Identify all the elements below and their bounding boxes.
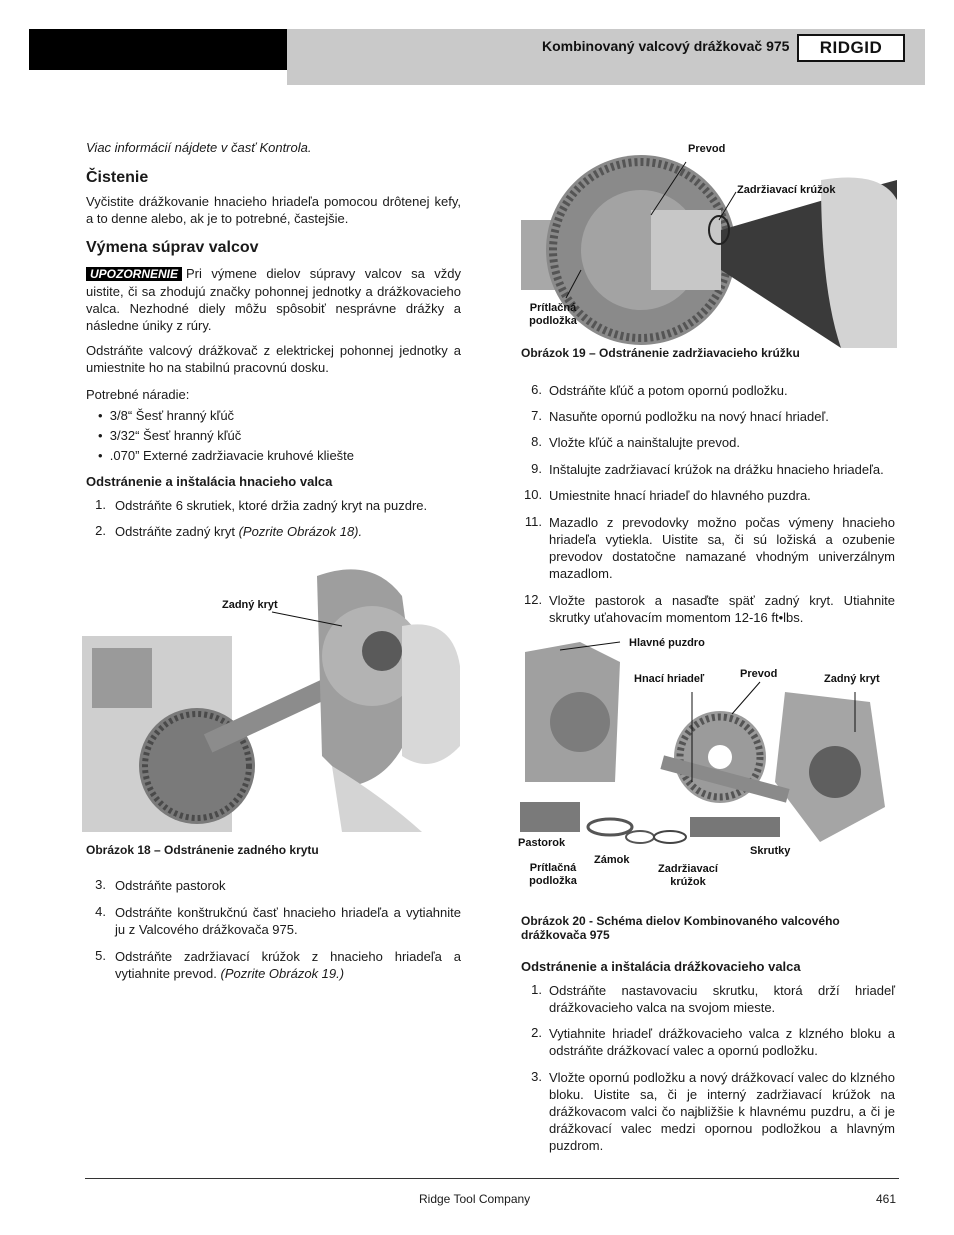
warning-paragraph [86, 265, 461, 334]
figure-20-photo [520, 632, 898, 872]
step-number: 10. [524, 487, 543, 502]
tool-item: • .070” Externé zadržiavacie kruhové kliešte [98, 448, 355, 463]
step-text: Odstráňte zadný kryt (Pozrite Obrázok 18). [115, 524, 363, 539]
fig20-label-screws: Skrutky [750, 845, 791, 857]
fig19-label-ring: Zadržiavací krúžok [737, 184, 836, 196]
step-text: Vložte opornú podložku a nový drážkovací valec do klzného bloku. Uistite sa, či je interný zadržiavací krúžok na drážkovacom valci čo najbližšie k hlavnému puzdru, a či je drážkovací valec medzi opornou podložkou a hlavným puzdrom. [549, 1070, 895, 1153]
step-number: 7. [531, 408, 542, 423]
step-number: 12. [524, 592, 543, 607]
fig20-label-lock: Zámok [594, 854, 630, 866]
tool-item: • 3/32“ Šesť hranný kľúč [98, 428, 242, 443]
step-number: 1. [95, 497, 106, 512]
step-text: Inštalujte zadržiavací krúžok na drážku hnacieho hriadeľa. [549, 462, 884, 477]
tools-label: Potrebné náradie: [86, 387, 190, 402]
fig20-label-housing: Hlavné puzdro [629, 637, 705, 649]
step-text: Odstráňte 6 skrutiek, ktoré držia zadný kryt na puzdre. [115, 498, 428, 513]
step-number: 1. [531, 982, 542, 997]
step-text: Odstráňte zadržiavací krúžok z hnacieho hriadeľa a vytiahnite prevod. (Pozrite Obrázok 19.) [115, 949, 461, 981]
step-number: 3. [95, 877, 106, 892]
tools-list [98, 406, 354, 466]
step-number: 4. [95, 904, 106, 919]
step-text: Umiestnite hnací hriadeľ do hlavného puzdra. [549, 488, 811, 503]
fig19-label-gear: Prevod [688, 143, 726, 155]
figure-19-caption: Obrázok 19 – Odstránenie zadržiavacieho krúžku [521, 346, 800, 360]
step-text: Vložte pastorok a nasaďte späť zadný kryt. Utiahnite skrutky uťahovacím momentom 12-16 ft•lbs. [549, 593, 895, 625]
footer-divider [85, 1178, 899, 1179]
step-text: Vytiahnite hriadeľ drážkovacieho valca z klzného bloku a odstráňte drážkovací valec a opornú podložku. [549, 1026, 895, 1058]
fig20-label-gear: Prevod [740, 668, 778, 680]
step-text: Odstráňte konštrukčnú časť hnacieho hriadeľa a vytiahnite ju z Valcového drážkovača 975. [115, 905, 461, 937]
cleaning-heading: Čistenie [86, 169, 149, 186]
page-number: 461 [876, 1192, 897, 1206]
header-black-bar [29, 29, 287, 70]
drive-heading: Odstránenie a inštalácia hnacieho valca [86, 474, 333, 489]
step-number: 9. [531, 461, 542, 476]
figure-18-caption: Obrázok 18 – Odstránenie zadného krytu [86, 843, 319, 857]
fig19-label-washer: Prítlačná podložka [529, 302, 577, 327]
fig20-label-pinion: Pastorok [518, 837, 566, 849]
warning-text: Pri výmene dielov súpravy valcov sa vždy uistite, či sa zhodujú značky pohonnej jednotky a drážkovacieho valca. Nezhodné diely môžu spôsobiť nesprávne drážky a následne úniky z rúry. [86, 266, 461, 333]
intro-text: Viac informácií nájdete v časť Kontrola. [86, 140, 312, 155]
footer-company: Ridge Tool Company [419, 1192, 531, 1206]
fig20-label-ring: Zadržiavací krúžok [658, 863, 718, 888]
step-number: 5. [95, 948, 106, 963]
step-text: Nasuňte opornú podložku na nový hnací hriadeľ. [549, 409, 829, 424]
tool-item: • 3/8“ Šesť hranný kľúč [98, 408, 235, 423]
step-text: Odstráňte kľúč a potom opornú podložku. [549, 383, 788, 398]
step-number: 2. [95, 523, 106, 538]
warning-badge: UPOZORNENIE [86, 267, 182, 281]
ridgid-logo: RIDGID [797, 34, 905, 62]
step-number: 6. [531, 382, 542, 397]
fig20-label-shaft: Hnací hriadeľ [634, 673, 705, 685]
step-text: Vložte kľúč a nainštalujte prevod. [549, 435, 740, 450]
step-number: 8. [531, 434, 542, 449]
fig20-label-washer: Prítlačná podložka [529, 862, 577, 887]
figure-20-caption: Obrázok 20 - Schéma dielov Kombinovaného valcového drážkovača 975 [521, 914, 840, 942]
page-title: Kombinovaný valcový drážkovač 975 [542, 38, 790, 54]
cleaning-text: Vyčistite drážkovanie hnacieho hriadeľa pomocou drôtenej kefy, a to denne alebo, ak je to potrebné, častejšie. [86, 194, 461, 226]
fig18-label-cover: Zadný kryt [222, 599, 278, 611]
figure-18-photo [82, 556, 462, 832]
replace-heading: Výmena súprav valcov [86, 239, 259, 256]
fig20-label-cover: Zadný kryt [824, 673, 880, 685]
step-text: Mazadlo z prevodovky možno počas výmeny hnacieho hriadeľa vytiekla. Uistite sa, či sú ložiská a ozubenie prevodov dostatočne namazané vhodným univerzálnym mazadlom. [549, 515, 895, 581]
step-text: Odstráňte pastorok [115, 878, 226, 893]
step-number: 2. [531, 1025, 542, 1040]
roll-heading: Odstránenie a inštalácia drážkovacieho valca [521, 959, 801, 974]
remove-text: Odstráňte valcový drážkovač z elektrickej pohonnej jednotky a umiestnite ho na stabilnú pracovnú dosku. [86, 343, 461, 375]
step-number: 3. [531, 1069, 542, 1084]
step-text: Odstráňte nastavovaciu skrutku, ktorá drží hriadeľ drážkovacieho valca na svojom mieste. [549, 983, 895, 1015]
step-number: 11. [524, 514, 542, 529]
